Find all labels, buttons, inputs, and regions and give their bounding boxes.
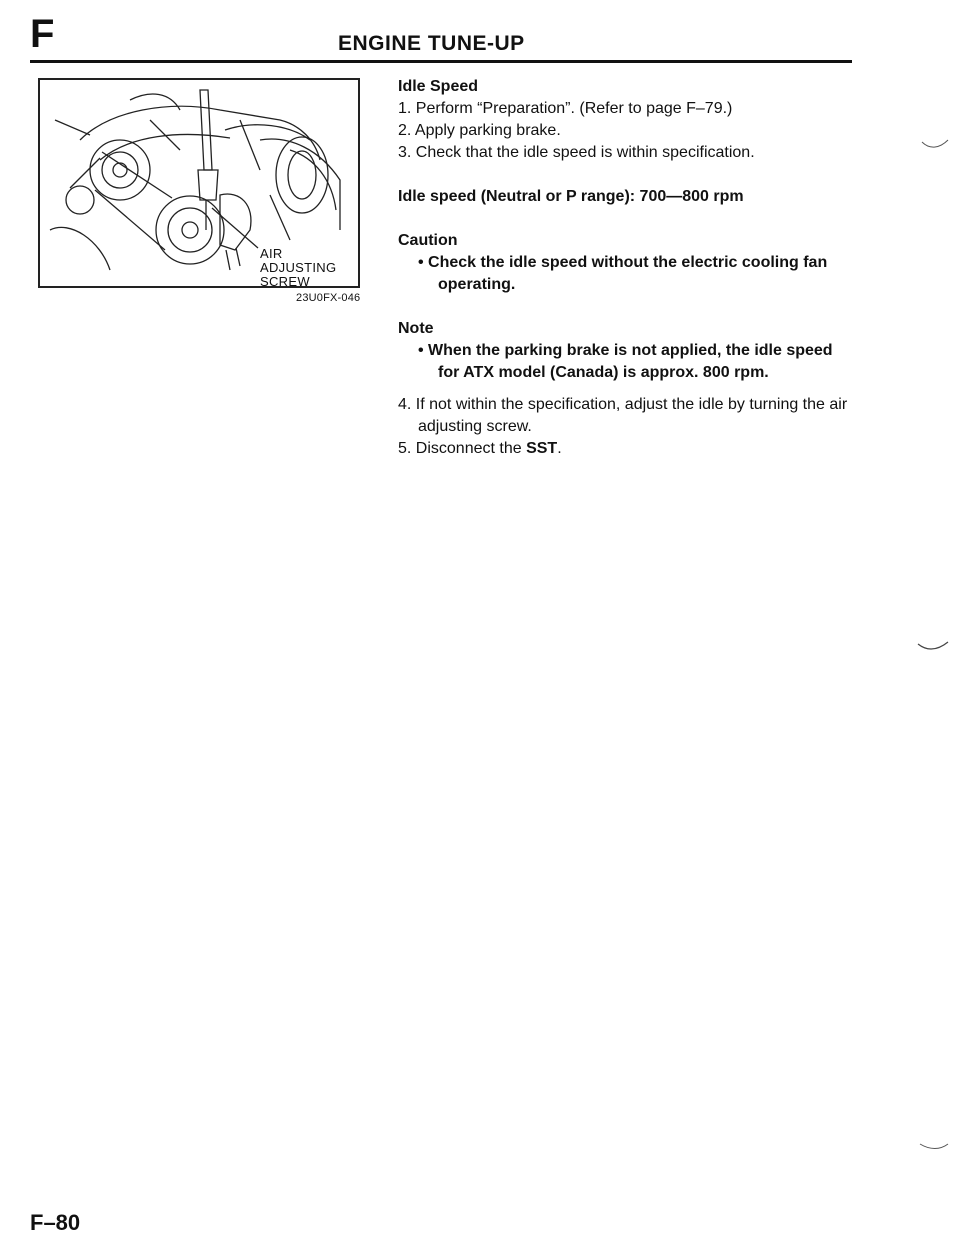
scan-mark-3 [918,1140,950,1154]
step-5-prefix: 5. Disconnect the [398,440,527,457]
page-number: F–80 [30,1210,81,1235]
step-5-suffix: . [557,440,562,457]
step-1: 1. Perform “Preparation”. (Refer to page F–79.) [398,100,733,117]
step-2: 2. Apply parking brake. [398,122,561,139]
section-letter: F [30,12,55,56]
engine-illustration [38,78,360,288]
scan-mark-1 [920,138,950,152]
page-title: ENGINE TUNE-UP [338,32,525,55]
caution-heading: Caution [398,232,458,249]
step-3: 3. Check that the idle speed is within specification. [398,144,755,161]
scan-mark-2 [916,640,950,654]
note-heading: Note [398,320,434,337]
step-5 [398,438,856,460]
callout-line-2: SCREW [260,274,310,288]
callout-line-1: AIR ADJUSTING [260,246,337,275]
step-4: 4. If not within the specification, adjust the idle by turning the air adjusting screw. [398,396,848,435]
header-rule [30,60,852,63]
callout-label [260,247,358,288]
caution-item: • Check the idle speed without the electric cooling fan operating. [418,254,828,293]
idle-spec: Idle speed (Neutral or P range): 700—800 rpm [398,188,744,205]
section-heading: Idle Speed [398,78,479,95]
step-5-tool: SST [526,440,558,457]
figure-id: 23U0FX-046 [296,292,361,304]
note-item: • When the parking brake is not applied, the idle speed for ATX model (Canada) is approx. 800 rpm. [418,342,833,381]
procedure-text [398,76,856,460]
